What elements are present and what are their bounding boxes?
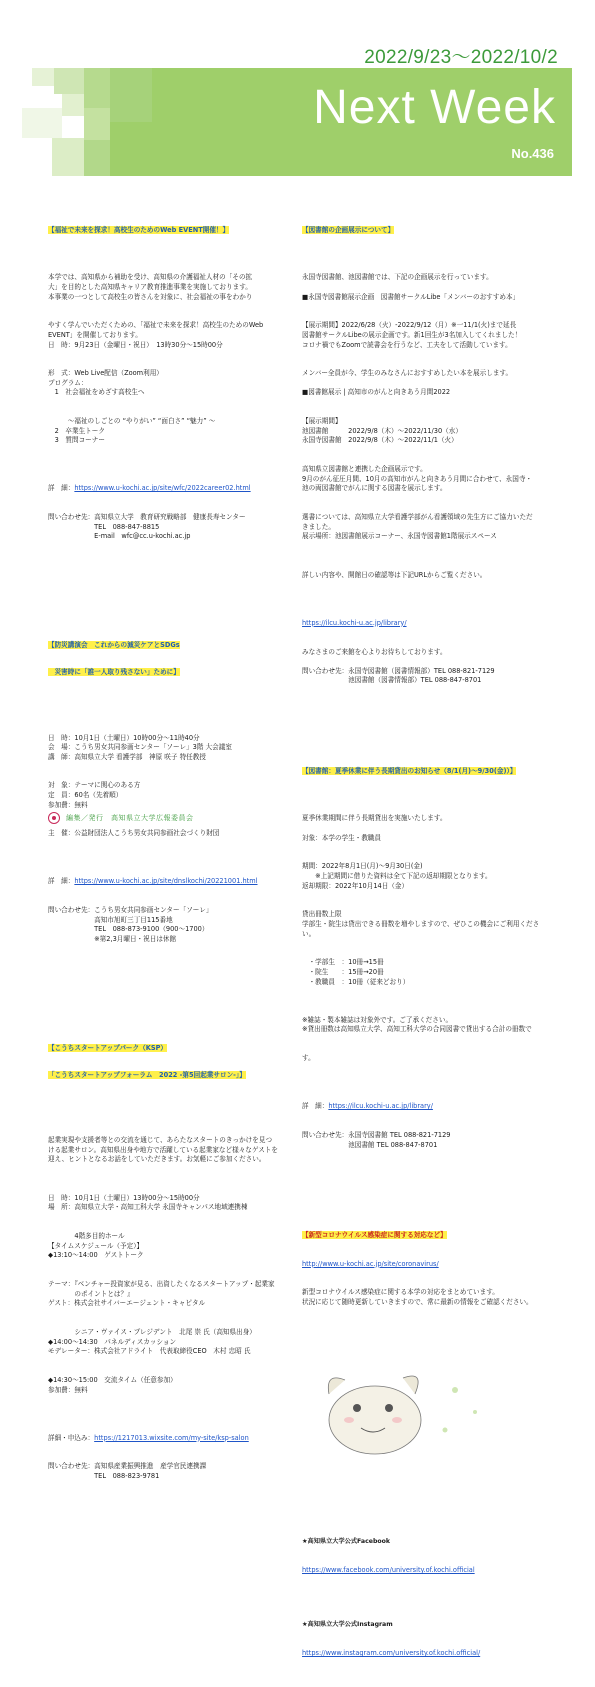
section-heading: 【新型コロナウイルス感染症に関する対応など】 <box>302 1231 447 1240</box>
section-heading: 【図書館：夏季休業に伴う長期貸出のお知らせ（8/1(月)～9/30(金)）】 <box>302 767 517 776</box>
sns-links <box>302 1518 572 1678</box>
newsletter-title: Next Week <box>313 81 556 134</box>
section-heading: 【防災講演会 これからの減災ケアとSDGs 災害時に「誰一人取り残さない」ために】 <box>48 641 180 677</box>
forum-apply-link[interactable]: https://1217013.wixsite.com/my-site/ksp-salon <box>94 1433 249 1442</box>
section-body: 永国寺図書館、池図書館では、下記の企画展示を行っています。 ■永国寺図書館展示企画 図書館サークルLibe「メンバーのおすすめ本」 【展示期間】2022/6/28（火）-2022/9/12（月）※一11/1(火)まで延長 図書館サークルLibeの展示企画です。新1回生が3名加入してくれました！ コロナ禍でもZoomで読書会を行うなど、工夫をして活動しています。 メンバー全員が今、学生のみなさんにおすすめしたい本を展示します。 ■図書館展示 | 高知市のがんと向きあう月間2022 【展示期間】 池図書館 2022/9/8（木）～2022/11/30（水） 永国寺図書館 2022/9/8（木）～2022/11/1（火） 高知県立図書館と連携した企画展示です。 9月のがん征圧月間、10月の高知市がんと向きあう月間に合わせて、永国寺・ 池の両図書館でがんに関する図書を展示します。 選書については、高知県立大学看護学部がん看護領域の先生方にご協力いただ きました。 展示場所：池図書館展示コーナー、永国寺図書館1階展示スペース 詳しい内容や、開館日の確認等は下記URLからご覧ください。 <box>302 273 533 579</box>
mascot-illustration <box>302 1340 502 1448</box>
section-library-exhibition: 【図書館の企画展示について】 永国寺図書館、池図書館では、下記の企画展示を行っています。 ■永国寺図書館展示企画 図書館サークルLibe「メンバーのおすすめ本」 【展示期間】2022/6/28（火）-2022/9/12（月）※一11/1(火)まで延長 図書館サークルLibeの展示企画です。新1回生が3名加入してくれました！ コロナ禍でもZoomで読書会を行うなど、工夫をして活動しています。 メンバー全員が今、学生のみなさんにおすすめしたい本を展示します。 ■図書館展示 | 高知市のがんと向きあう月間2022 【展示期間】 池図書館 2022/9/8（木）～2022/11/30（水） 永国寺図書館 2022/9/8（木）～2022/11/1（火） 高知県立図書館と連携した企画展示です。 9月のがん征圧月間、10月の高知市がんと向きあう月間に合わせて、永国寺・ 池の両図書館でがんに関する図書を展示します。 選書については、高知県立大学看護学部がん看護領域の先生方にご協力いただ きました。 展示場所：池図書館展示コーナー、永国寺図書館1階展示スペース 詳しい内容や、開館日の確認等は下記URLからご覧ください。 https://ilcu.kochi-u.ac.jp/library/ みなさまのご来館を心よりお待ちしております。 問い合わせ先：永国寺図書館（図書情報部）TEL 088-821-7129 池図書館（図書情報部）TEL 088-847-8701 <box>302 207 572 705</box>
lecture-detail-link[interactable]: https://www.u-kochi.ac.jp/site/dnslkochi/20221001.html <box>74 877 258 886</box>
section-welfare-event: 【福祉で未来を探求！高校生のためのWeb EVENT開催！】 本学では、高知県から補助を受け、高知県の介護福祉人材の「その拡 大」を目的とした高知県キャリア教育推進事業を実施しております。 本事業の一つとして高校生の皆さんを対象に、社会福祉の事をわかり やすく学んでいただくための、「福祉で未来を探求！高校生のためのWeb EVENT」を開催しております。 日 時：9月23日（金曜日・祝日） 13時30分～15時00分 形 式：Web Live配信（Zoom利用） プログラム： 1 社会福祉をめざす高校生へ ～福祉のしごとの “やりがい” “面白さ” “魅力” ～ 2 卒業生トーク 3 質問コーナー 詳 細：https://www.u-kochi.ac.jp/site/wfc/2022career02.html 問い合わせ先：高知県立大学 教育研究戦略部 健康長寿センター TEL 088-847-8815 E-mail wfc@cc.u-kochi.ac.jp <box>48 207 298 561</box>
facebook-title: ★高知県立大学公式Facebook <box>302 1538 390 1546</box>
publisher-credit: 編集／発行 高知県立大学広報委員会 <box>66 814 194 822</box>
section-covid: 【新型コロナウイルス感染症に関する対応など】 http://www.u-kochi.ac.jp/site/coronavirus/ 新型コロナウイルス感染症に関する本学の対応をまとめています。 状況に応じて随時更新していきますので、常に最新の情報をご確認ください。 <box>302 1212 572 1467</box>
section-disaster-lecture: 【防災講演会 これからの減災ケアとSDGs 災害時に「誰一人取り残さない」ために】 日 時：10月1日（土曜日）10時00分～11時40分 会 場：こうち男女共同参画センター「ソーレ」3階 大会議室 講 師：高知県立大学 看護学部 神原 咲子 特任教授 対 象：テーマに関心のある方 定 員：60名（先着順） 参加費：無料 主 催：公益財団法人こうち男女共同参画社会づくり財団 詳 細：https://www.u-kochi.ac.jp/site/dnslkochi/20221001.html 問い合わせ先：こうち男女共同参画センター「ソーレ」 高知市旭町三丁目115番地 TEL 088-873-9100（900～1700） ※第2,3月曜日・祝日は休館 <box>48 604 298 964</box>
section-startup-forum: 【こうちスタートアップパーク（KSP） 「こうちスタートアップフォーラム 2022 -第5回起業サロン-」】 起業実現や支援者等との交流を通じて、あらたなスタートのきっかけを見つ ける起業サロン。高知県出身や地方で活躍している起業家など様々なゲストを 迎え、ヒントとなるお話をしていただきます。お気軽にご参加ください。 日 時：10月1日（土曜日）13時00分～15時00分 場 所：高知県立大学・高知工科大学 永国寺キャンパス地域連携棟 4階多目的ホール 【タイムスケジュール（予定）】 ◆13:10～14:00 ゲストトーク テーマ：『ベンチャー投資家が見る、出資したくなるスタートアップ・起業家 のポイントとは？』 ゲスト：株式会社サイバーエージェント・キャピタル シニア・ヴァイス・プレジデント 北尾 崇 氏（高知県出身） ◆14:00～14:30 パネルディスカッション モデレーター：株式会社アドライト 代表取締役CEO 木村 忠昭 氏 ◆14:30～15:00 交流タイム（任意参加） 参加費：無料 詳細・申込み：https://1217013.wixsite.com/my-site/ksp-salon 問い合わせ先：高知県産業振興推進 産学官民連携課 TEL 088-823-9781 <box>48 1007 298 1501</box>
instagram-title: ★高知県立大学公式Instagram <box>302 1621 393 1629</box>
section-body: 夏季休業期間に伴う長期貸出を実施いたします。 対象：本学の学生・教職員 期間：2022年8月1日(月)～9月30日(金) ※上記期間に借りた資料は全て下記の返却期限となります。 返却期限：2022年10月14日（金） 貸出冊数上限 学部生・院生は貸出できる冊数を増やしますので、ぜひこの機会にご利用くださ い。 ・学部生 ：10冊→15冊 ・院生 ：15冊→20冊 ・教職員 ：10冊（従来どおり） ※雑誌・製本雑誌は対象外です。ご了承ください。 ※貸出冊数は高知県立大学、高知工科大学の合同図書で貸出する合計の冊数で す。 <box>302 814 540 1063</box>
loan-detail-link[interactable]: https://ilcu.kochi-u.ac.jp/library/ <box>328 1102 433 1111</box>
footer <box>48 812 194 824</box>
section-heading: 【福祉で未来を探求！高校生のためのWeb EVENT開催！】 <box>48 225 230 234</box>
event-detail-link[interactable]: https://www.u-kochi.ac.jp/site/wfc/2022career02.html <box>74 484 251 493</box>
section-heading: 【図書館の企画展示について】 <box>302 225 395 234</box>
header-mosaic <box>22 68 162 176</box>
section-heading: 【こうちスタートアップパーク（KSP） 「こうちスタートアップフォーラム 2022 -第5回起業サロン-」】 <box>48 1043 246 1079</box>
university-logo-icon <box>48 812 60 824</box>
library-link[interactable]: https://ilcu.kochi-u.ac.jp/library/ <box>302 618 407 627</box>
header <box>22 28 572 178</box>
right-column <box>302 178 572 1687</box>
issue-number: No.436 <box>511 146 554 161</box>
section-body: 本学では、高知県から補助を受け、高知県の介護福祉人材の「その拡 大」を目的とした高知県キャリア教育推進事業を実施しております。 本事業の一つとして高校生の皆さんを対象に、社会福祉の事をわかり やすく学んでいただくための、「福祉で未来を探求！高校生のためのWeb EVENT」を開催しております。 日 時：9月23日（金曜日・祝日） 13時30分～15時00分 形 式：Web Live配信（Zoom利用） プログラム： 1 社会福祉をめざす高校生へ ～福祉のしごとの “やりがい” “面白さ” “魅力” ～ 2 卒業生トーク 3 質問コーナー <box>48 273 264 445</box>
instagram-link[interactable]: https://www.instagram.com/university.of.kochi.official/ <box>302 1648 481 1657</box>
date-range: 2022/9/23～2022/10/2 <box>364 47 558 68</box>
facebook-link[interactable]: https://www.facebook.com/university.of.kochi.official <box>302 1566 475 1575</box>
section-long-term-loan: 【図書館：夏季休業に伴う長期貸出のお知らせ（8/1(月)～9/30(金)）】 夏季休業期間に伴う長期貸出を実施いたします。 対象：本学の学生・教職員 期間：2022年8月1日(月)～9月30日(金) ※上記期間に借りた資料は全て下記の返却期限となります。 返却期限：2022年10月14日（金） 貸出冊数上限 学部生・院生は貸出できる冊数を増やしますので、ぜひこの機会にご利用くださ い。 ・学部生 ：10冊→15冊 ・院生 ：15冊→20冊 ・教職員 ：10冊（従来どおり） ※雑誌・製本雑誌は対象外です。ご了承ください。 ※貸出冊数は高知県立大学、高知工科大学の合同図書で貸出する合計の冊数で す。 詳 細：https://ilcu.kochi-u.ac.jp/library/ 問い合わせ先：永国寺図書館 TEL 088-821-7129 池図書館 TEL 088-847-8701 <box>302 748 572 1170</box>
left-column <box>48 178 298 1524</box>
section-body: 起業実現や支援者等との交流を通じて、あらたなスタートのきっかけを見つ ける起業サロン。高知県出身や地方で活躍している起業家など様々なゲストを 迎え、ヒントとなるお話をしていただきます。お気軽にご参加ください。 日 時：10月1日（土曜日）13時00分～15時00分 場 所：高知県立大学・高知工科大学 永国寺キャンパス地域連携棟 4階多目的ホール 【タイムスケジュール（予定）】 ◆13:10～14:00 ゲストトーク テーマ：『ベンチャー投資家が見る、出資したくなるスタートアップ・起業家 のポイントとは？』 ゲスト：株式会社サイバーエージェント・キャピタル シニア・ヴァイス・プレジデント 北尾 崇 氏（高知県出身） ◆14:00～14:30 パネルディスカッション モデレーター：株式会社アドライト 代表取締役CEO 木村 忠昭 氏 ◆14:30～15:00 交流タイム（任意参加） 参加費：無料 <box>48 1136 278 1394</box>
covid-link[interactable]: http://www.u-kochi.ac.jp/site/coronavirus/ <box>302 1259 439 1268</box>
section-body: 日 時：10月1日（土曜日）10時00分～11時40分 会 場：こうち男女共同参画センター「ソーレ」3階 大会議室 講 師：高知県立大学 看護学部 神原 咲子 特任教授 対 象：テーマに関心のある方 定 員：60名（先着順） 参加費：無料 主 催：公益財団法人こうち男女共同参画社会づくり財団 <box>48 733 232 838</box>
